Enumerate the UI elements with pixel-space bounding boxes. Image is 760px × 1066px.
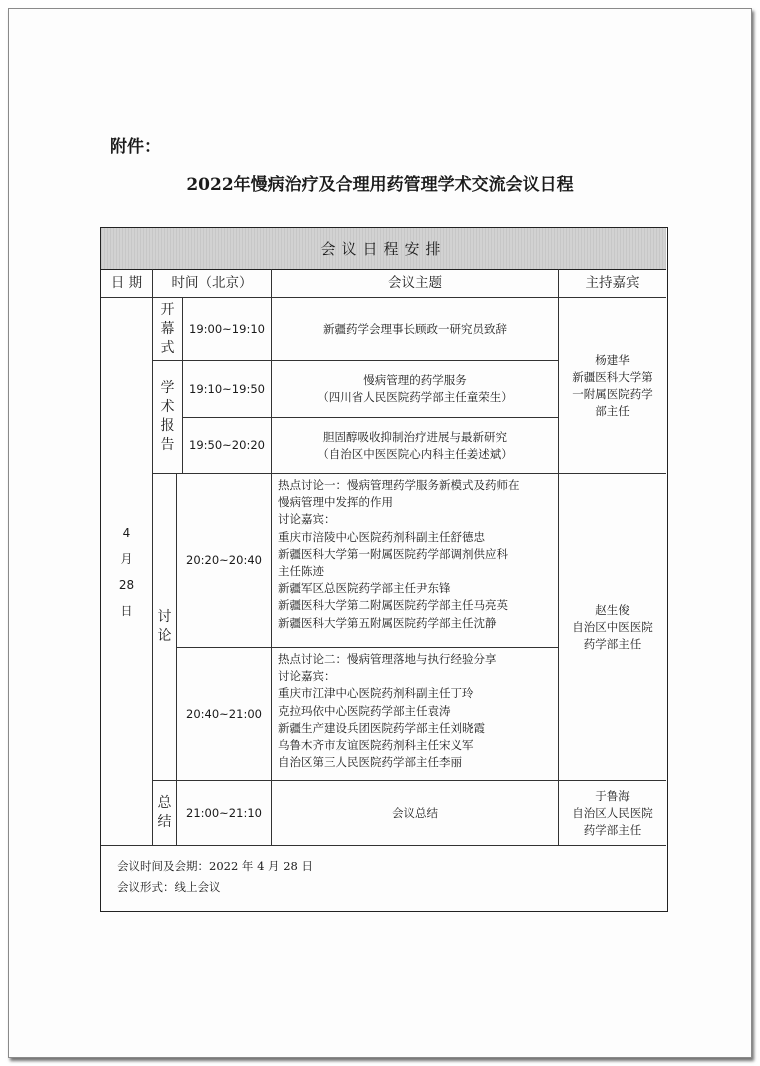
host-cell-1: 杨建华 新疆医科大学第 一附属医院药学 部主任 — [559, 298, 666, 474]
header-topic: 会议主题 — [272, 269, 559, 298]
report-1-time: 19:10~19:50 — [183, 361, 272, 418]
meeting-format: 会议形式：线上会议 — [117, 880, 221, 894]
page-title: 2022年慢病治疗及合理用药管理学术交流会议日程 — [186, 175, 574, 195]
report-1-topic: 慢病管理的药学服务 （四川省人民医院药学部主任童荣生） — [272, 361, 559, 418]
host-cell-2: 赵生俊 自治区中医医院 药学部主任 — [559, 474, 666, 781]
summary-topic: 会议总结 — [272, 781, 559, 846]
discussion-2-time: 20:40~21:00 — [177, 648, 272, 781]
table-banner: 会议日程安排 — [101, 228, 666, 270]
summary-label: 总 结 — [153, 781, 177, 846]
header-date: 日 期 — [101, 269, 153, 298]
report-label: 学 术 报 告 — [153, 361, 183, 474]
discussion-label: 讨 论 — [153, 474, 177, 781]
footer-notes — [117, 856, 313, 898]
discussion-2-topic: 热点讨论二：慢病管理落地与执行经验分享 讨论嘉宾： 重庆市江津中心医院药剂科副主任丁玲 克拉玛依中心医院药学部主任袁涛 新疆生产建设兵团医院药学部主任刘晓霞 乌鲁木齐市友谊医院药剂科主任宋义军 自治区第三人民医院药学部主任李丽 — [272, 648, 559, 781]
schedule-table — [100, 227, 668, 912]
opening-topic: 新疆药学会理事长顾政一研究员致辞 — [272, 298, 559, 361]
attachment-label: 附件： — [110, 137, 161, 157]
report-2-topic: 胆固醇吸收抑制治疗进展与最新研究 （自治区中医医院心内科主任姜述斌） — [272, 418, 559, 474]
discussion-1-time: 20:20~20:40 — [177, 474, 272, 648]
report-2-time: 19:50~20:20 — [183, 418, 272, 474]
discussion-1-topic: 热点讨论一：慢病管理药学服务新模式及药师在 慢病管理中发挥的作用 讨论嘉宾： 重庆市涪陵中心医院药剂科副主任舒德忠 新疆医科大学第一附属医院药学部调剂供应科 主任陈迹 新疆军区总医院药学部主任尹东锋 新疆医科大学第二附属医院药学部主任马亮英 新疆医科大学第五附属医院药学部主任沈静 — [272, 474, 559, 648]
meeting-time: 会议时间及会期：2022 年 4 月 28 日 — [117, 859, 313, 873]
summary-time: 21:00~21:10 — [177, 781, 272, 846]
date-day-num: 28 — [118, 577, 135, 592]
host-cell-3: 于鲁海 自治区人民医院 药学部主任 — [559, 781, 666, 846]
date-day-char: 日 — [120, 603, 133, 618]
date-month-num: 4 — [122, 525, 131, 540]
header-time: 时间（北京） — [153, 269, 272, 298]
opening-label: 开 幕 式 — [153, 298, 183, 361]
date-month-char: 月 — [120, 551, 133, 566]
opening-time: 19:00~19:10 — [183, 298, 272, 361]
header-host: 主持嘉宾 — [559, 269, 666, 298]
date-cell — [101, 298, 153, 846]
